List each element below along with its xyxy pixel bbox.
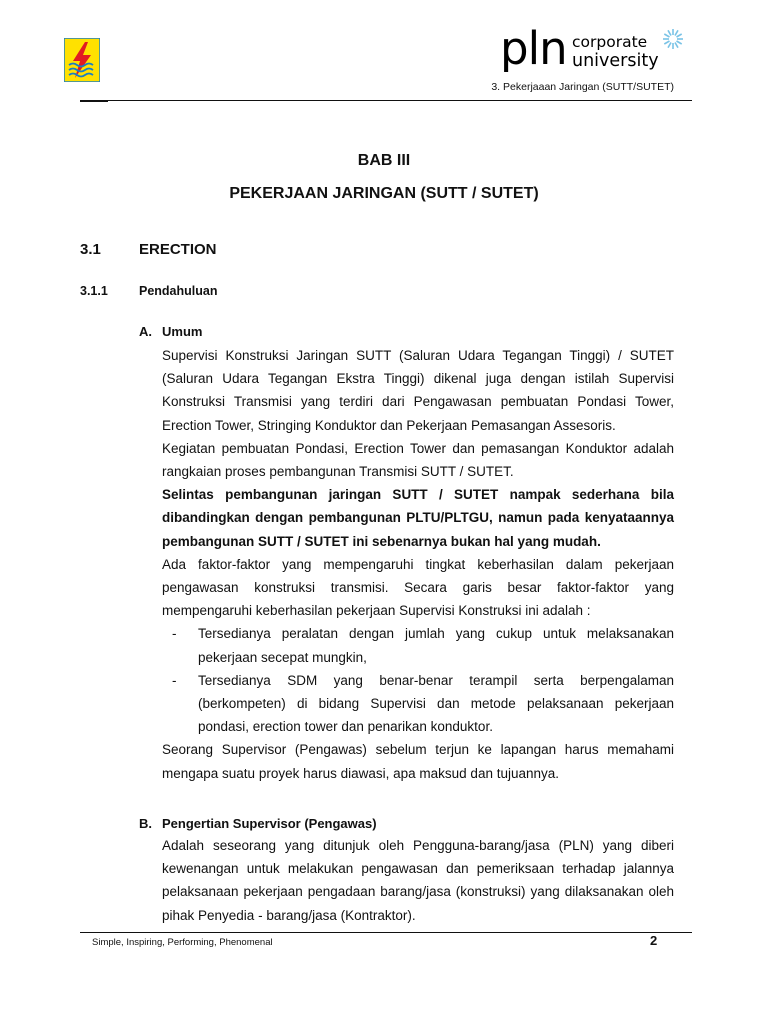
subA-title: Umum — [162, 324, 203, 339]
subA-paragraph-1: Supervisi Konstruksi Jaringan SUTT (Saluran Udara Tegangan Tinggi) / SUTET (Saluran Udara Tegangan Ekstra Tinggi) dikenal juga dengan istilah Supervisi Konstruksi Transmisi yang terdiri dari Pengawasan pembuatan Pondasi Tower, Erection Tower, Stringing Konduktor dan Pekerjaan Pemasangan Assesoris. — [162, 348, 674, 433]
sunburst-icon — [663, 29, 683, 49]
header-divider-accent — [80, 100, 108, 102]
subA-paragraph-2: Kegiatan pembuatan Pondasi, Erection Tower dan pemasangan Konduktor adalah rangkaian proses pembangunan Transmisi SUTT / SUTET. — [162, 440, 674, 480]
page-number: 2 — [650, 933, 658, 948]
header-divider — [80, 100, 692, 101]
subA-label: A. — [139, 324, 152, 339]
bullet-dash: - — [172, 672, 177, 688]
list-item — [162, 669, 674, 739]
logo-university-text: university — [572, 51, 659, 71]
subB-paragraph-1: Adalah seseorang yang ditunjuk oleh Pengguna-barang/jasa (PLN) yang diberi kewenangan untuk melakukan pengawasan dan pemeriksaan terhadap jalannya pelaksanaan pekerjaan pengadaan barang/jasa (konstruksi) yang dilaksanakan oleh pihak Penyedia - barang/jasa (Kontraktor). — [162, 838, 674, 923]
subsection-number: 3.1.1 — [80, 284, 108, 298]
subB-label: B. — [139, 816, 152, 831]
subB-body — [162, 834, 674, 927]
pln-lightning-logo — [64, 38, 100, 82]
logo-corporate-text: corporate — [572, 33, 648, 51]
subA-paragraph-4: Ada faktor-faktor yang mempengaruhi tingkat keberhasilan dalam pekerjaan pengawasan konstruksi transmisi. Secara garis besar faktor-faktor yang mempengaruhi keberhasilan pekerjaan Supervisi Konstruksi ini adalah : — [162, 556, 674, 619]
footer-tagline: Simple, Inspiring, Performing, Phenomenal — [92, 937, 273, 948]
bullet-dash: - — [172, 626, 177, 642]
subB-title: Pengertian Supervisor (Pengawas) — [162, 816, 377, 831]
pln-corporate-university-logo — [498, 22, 694, 72]
bullet-text: Tersedianya peralatan dengan jumlah yang cukup untuk melaksanakan pekerjaan secepat mungkin, — [198, 626, 674, 665]
subA-paragraph-5: Seorang Supervisor (Pengawas) sebelum terjun ke lapangan harus memahami mengapa suatu proyek harus diawasi, apa maksud dan tujuannya. — [162, 742, 674, 781]
subsection-title: Pendahuluan — [139, 284, 218, 298]
logo-pln-text: pln — [500, 22, 567, 72]
chapter-subtitle: PEKERJAAN JARINGAN (SUTT / SUTET) — [229, 185, 539, 202]
subA-paragraph-3: Selintas pembangunan jaringan SUTT / SUTET nampak sederhana bila dibandingkan dengan pembangunan PLTU/PLTGU, namun pada kenyataannya pembangunan SUTT / SUTET ini sebenarnya bukan hal yang mudah. — [162, 487, 674, 549]
chapter-title: BAB III — [357, 152, 411, 169]
section-title: ERECTION — [139, 241, 217, 258]
list-item — [162, 622, 674, 668]
bullet-text: Tersedianya SDM yang benar-benar terampil serta berpengalaman (berkompeten) di bidang Supervisi dan metode pelaksanaan pekerjaan pondasi, erection tower dan penarikan konduktor. — [198, 672, 674, 735]
section-number: 3.1 — [80, 241, 101, 258]
footer-divider — [80, 932, 692, 933]
subA-body — [162, 344, 674, 785]
chapter-header-label: 3. Pekerjaaan Jaringan (SUTT/SUTET) — [491, 81, 674, 93]
